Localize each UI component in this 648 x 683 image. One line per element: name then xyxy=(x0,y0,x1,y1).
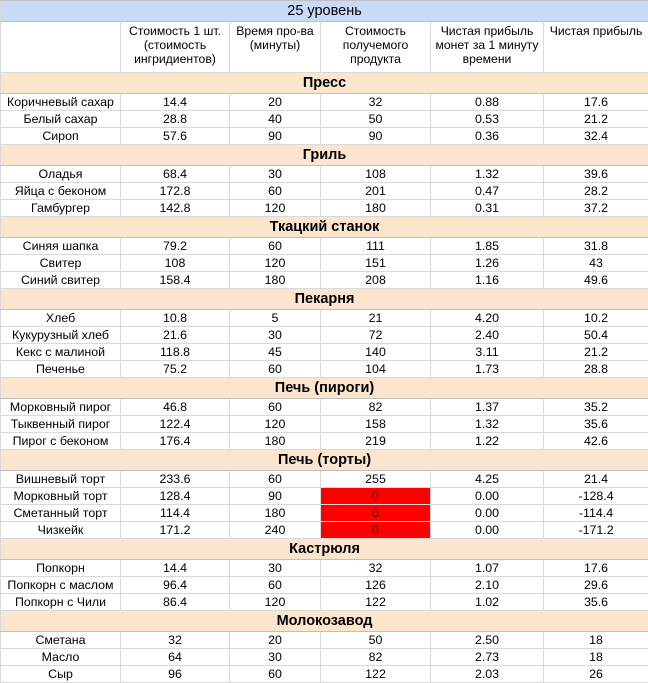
net-profit-cell[interactable]: 17.6 xyxy=(544,560,648,577)
product-cost-cell[interactable]: 50 xyxy=(321,111,431,128)
profit-per-minute-cell[interactable]: 0.47 xyxy=(431,183,544,200)
table-row xyxy=(1,399,648,416)
profit-per-minute-cell[interactable]: 1.32 xyxy=(431,166,544,183)
table-row xyxy=(1,505,648,522)
cost-cell[interactable]: 176.4 xyxy=(121,433,230,450)
net-profit-cell[interactable]: 32.4 xyxy=(544,128,648,145)
profit-per-minute-cell[interactable]: 2.40 xyxy=(431,327,544,344)
spreadsheet-body xyxy=(1,1,648,683)
section-header-row xyxy=(1,73,648,94)
header-time[interactable]: Время про-ва (минуты) xyxy=(230,22,321,73)
time-cell[interactable]: 120 xyxy=(230,255,321,272)
table-row xyxy=(1,94,648,111)
cost-cell[interactable]: 122.4 xyxy=(121,416,230,433)
item-name-cell[interactable]: Вишневый торт xyxy=(1,471,121,488)
profit-per-minute-cell[interactable]: 2.50 xyxy=(431,632,544,649)
net-profit-cell[interactable]: 49.6 xyxy=(544,272,648,289)
cost-cell[interactable]: 86.4 xyxy=(121,594,230,611)
net-profit-cell[interactable]: 21.2 xyxy=(544,111,648,128)
net-profit-cell[interactable]: -171.2 xyxy=(544,522,648,539)
product-cost-cell[interactable]: 32 xyxy=(321,94,431,111)
table-row xyxy=(1,111,648,128)
profit-per-minute-cell[interactable]: 1.26 xyxy=(431,255,544,272)
item-name-cell[interactable]: Свитер xyxy=(1,255,121,272)
item-name-cell[interactable]: Кекс с малиной xyxy=(1,344,121,361)
profit-per-minute-cell[interactable]: 4.20 xyxy=(431,310,544,327)
table-row xyxy=(1,327,648,344)
net-profit-cell[interactable]: 17.6 xyxy=(544,94,648,111)
item-name-cell[interactable]: Морковный торт xyxy=(1,488,121,505)
section-title[interactable]: Пресс xyxy=(1,73,648,94)
table-row xyxy=(1,166,648,183)
cost-cell[interactable]: 32 xyxy=(121,632,230,649)
net-profit-cell[interactable]: -114.4 xyxy=(544,505,648,522)
net-profit-cell[interactable]: -128.4 xyxy=(544,488,648,505)
item-name-cell[interactable]: Гамбургер xyxy=(1,200,121,217)
net-profit-cell[interactable]: 43 xyxy=(544,255,648,272)
section-title[interactable]: Пекарня xyxy=(1,289,648,310)
cost-cell[interactable]: 14.4 xyxy=(121,94,230,111)
product-cost-cell[interactable]: 122 xyxy=(321,594,431,611)
product-cost-cell[interactable]: 111 xyxy=(321,238,431,255)
item-name-cell[interactable]: Сыр xyxy=(1,666,121,683)
header-cost[interactable]: Стоимость 1 шт. (стоимость ингридиентов) xyxy=(121,22,230,73)
cost-cell[interactable]: 128.4 xyxy=(121,488,230,505)
section-header-row xyxy=(1,539,648,560)
product-cost-cell[interactable]: 21 xyxy=(321,310,431,327)
profit-per-minute-cell[interactable]: 0.31 xyxy=(431,200,544,217)
table-row xyxy=(1,128,648,145)
time-cell[interactable]: 90 xyxy=(230,488,321,505)
profit-per-minute-cell[interactable]: 1.16 xyxy=(431,272,544,289)
table-row xyxy=(1,632,648,649)
net-profit-cell[interactable]: 21.4 xyxy=(544,471,648,488)
time-cell[interactable]: 60 xyxy=(230,399,321,416)
time-cell[interactable]: 30 xyxy=(230,560,321,577)
item-name-cell[interactable]: Печенье xyxy=(1,361,121,378)
profit-per-minute-cell[interactable]: 1.32 xyxy=(431,416,544,433)
table-row xyxy=(1,183,648,200)
cost-cell[interactable]: 233.6 xyxy=(121,471,230,488)
table-row xyxy=(1,433,648,450)
cost-cell[interactable]: 142.8 xyxy=(121,200,230,217)
time-cell[interactable]: 180 xyxy=(230,505,321,522)
cost-cell[interactable]: 96 xyxy=(121,666,230,683)
table-row xyxy=(1,488,648,505)
product-cost-cell[interactable]: 72 xyxy=(321,327,431,344)
table-row xyxy=(1,361,648,378)
product-cost-cell[interactable]: 122 xyxy=(321,666,431,683)
net-profit-cell[interactable]: 26 xyxy=(544,666,648,683)
net-profit-cell[interactable]: 42.6 xyxy=(544,433,648,450)
item-name-cell[interactable]: Белый сахар xyxy=(1,111,121,128)
section-header-row xyxy=(1,289,648,310)
cost-cell[interactable]: 57.6 xyxy=(121,128,230,145)
table-row xyxy=(1,577,648,594)
profit-per-minute-cell[interactable]: 0.00 xyxy=(431,505,544,522)
product-cost-cell[interactable]: 82 xyxy=(321,649,431,666)
product-cost-cell[interactable]: 208 xyxy=(321,272,431,289)
time-cell[interactable]: 40 xyxy=(230,111,321,128)
section-title[interactable]: Ткацкий станок xyxy=(1,217,648,238)
profit-per-minute-cell[interactable]: 0.00 xyxy=(431,522,544,539)
table-row xyxy=(1,255,648,272)
table-row xyxy=(1,416,648,433)
profit-per-minute-cell[interactable]: 4.25 xyxy=(431,471,544,488)
cost-cell[interactable]: 64 xyxy=(121,649,230,666)
profit-per-minute-cell[interactable]: 1.22 xyxy=(431,433,544,450)
time-cell[interactable]: 120 xyxy=(230,416,321,433)
profit-per-minute-cell[interactable]: 0.36 xyxy=(431,128,544,145)
table-row xyxy=(1,200,648,217)
net-profit-cell[interactable]: 50.4 xyxy=(544,327,648,344)
time-cell[interactable]: 5 xyxy=(230,310,321,327)
time-cell[interactable]: 60 xyxy=(230,471,321,488)
product-cost-cell[interactable]: 0 xyxy=(321,505,431,522)
item-name-cell[interactable]: Сироп xyxy=(1,128,121,145)
product-cost-cell[interactable]: 108 xyxy=(321,166,431,183)
section-header-row xyxy=(1,450,648,471)
table-row xyxy=(1,649,648,666)
product-cost-cell[interactable]: 90 xyxy=(321,128,431,145)
profit-per-minute-cell[interactable]: 3.11 xyxy=(431,344,544,361)
item-name-cell[interactable]: Сметана xyxy=(1,632,121,649)
profit-per-minute-cell[interactable]: 0.00 xyxy=(431,488,544,505)
item-name-cell[interactable]: Кукурузный хлеб xyxy=(1,327,121,344)
header-row xyxy=(1,22,648,73)
profit-per-minute-cell[interactable]: 1.02 xyxy=(431,594,544,611)
product-cost-cell[interactable]: 158 xyxy=(321,416,431,433)
cost-cell[interactable]: 68.4 xyxy=(121,166,230,183)
product-cost-cell[interactable]: 32 xyxy=(321,560,431,577)
product-cost-cell[interactable]: 104 xyxy=(321,361,431,378)
time-cell[interactable]: 30 xyxy=(230,649,321,666)
net-profit-cell[interactable]: 28.2 xyxy=(544,183,648,200)
time-cell[interactable]: 30 xyxy=(230,166,321,183)
item-name-cell[interactable]: Чизкейк xyxy=(1,522,121,539)
header-product-cost[interactable]: Стоимость получемого продукта xyxy=(321,22,431,73)
cost-cell[interactable]: 28.8 xyxy=(121,111,230,128)
table-row xyxy=(1,594,648,611)
cost-cell[interactable]: 46.8 xyxy=(121,399,230,416)
section-header-row xyxy=(1,378,648,399)
time-cell[interactable]: 60 xyxy=(230,183,321,200)
product-cost-cell[interactable]: 255 xyxy=(321,471,431,488)
profit-per-minute-cell[interactable]: 1.73 xyxy=(431,361,544,378)
header-profit-per-minute[interactable]: Чистая прибыль монет за 1 минуту времени xyxy=(431,22,544,73)
item-name-cell[interactable]: Пирог с беконом xyxy=(1,433,121,450)
item-name-cell[interactable]: Морковный пирог xyxy=(1,399,121,416)
time-cell[interactable]: 180 xyxy=(230,433,321,450)
table-row xyxy=(1,344,648,361)
item-name-cell[interactable]: Сметанный торт xyxy=(1,505,121,522)
time-cell[interactable]: 60 xyxy=(230,577,321,594)
item-name-cell[interactable]: Хлеб xyxy=(1,310,121,327)
section-title[interactable]: Гриль xyxy=(1,145,648,166)
table-row xyxy=(1,238,648,255)
item-name-cell[interactable]: Попкорн с Чили xyxy=(1,594,121,611)
net-profit-cell[interactable]: 29.6 xyxy=(544,577,648,594)
profit-per-minute-cell[interactable]: 0.88 xyxy=(431,94,544,111)
time-cell[interactable]: 90 xyxy=(230,128,321,145)
net-profit-cell[interactable]: 18 xyxy=(544,649,648,666)
header-name-cell[interactable] xyxy=(1,22,121,73)
net-profit-cell[interactable]: 21.2 xyxy=(544,344,648,361)
item-name-cell[interactable]: Синяя шапка xyxy=(1,238,121,255)
table-row xyxy=(1,272,648,289)
product-cost-cell[interactable]: 0 xyxy=(321,488,431,505)
title-row xyxy=(1,1,648,22)
sheet-title[interactable]: 25 уровень xyxy=(1,1,648,22)
item-name-cell[interactable]: Оладья xyxy=(1,166,121,183)
header-net-profit[interactable]: Чистая прибыль xyxy=(544,22,648,73)
section-title[interactable]: Печь (торты) xyxy=(1,450,648,471)
cost-cell[interactable]: 75.2 xyxy=(121,361,230,378)
time-cell[interactable]: 60 xyxy=(230,238,321,255)
section-header-row xyxy=(1,611,648,632)
cost-cell[interactable]: 14.4 xyxy=(121,560,230,577)
time-cell[interactable]: 60 xyxy=(230,666,321,683)
table-row xyxy=(1,522,648,539)
item-name-cell[interactable]: Масло xyxy=(1,649,121,666)
item-name-cell[interactable]: Попкорн xyxy=(1,560,121,577)
section-title[interactable]: Печь (пироги) xyxy=(1,378,648,399)
product-cost-cell[interactable]: 140 xyxy=(321,344,431,361)
profit-per-minute-cell[interactable]: 2.03 xyxy=(431,666,544,683)
profit-per-minute-cell[interactable]: 0.53 xyxy=(431,111,544,128)
item-name-cell[interactable]: Синий свитер xyxy=(1,272,121,289)
profit-per-minute-cell[interactable]: 1.85 xyxy=(431,238,544,255)
section-header-row xyxy=(1,217,648,238)
cost-cell[interactable]: 118.8 xyxy=(121,344,230,361)
cost-cell[interactable]: 108 xyxy=(121,255,230,272)
cost-cell[interactable]: 171.2 xyxy=(121,522,230,539)
item-name-cell[interactable]: Коричневый сахар xyxy=(1,94,121,111)
cost-cell[interactable]: 96.4 xyxy=(121,577,230,594)
item-name-cell[interactable]: Тыквенный пирог xyxy=(1,416,121,433)
table-row xyxy=(1,471,648,488)
profit-per-minute-cell[interactable]: 2.73 xyxy=(431,649,544,666)
product-cost-cell[interactable]: 82 xyxy=(321,399,431,416)
net-profit-cell[interactable]: 35.6 xyxy=(544,594,648,611)
item-name-cell[interactable]: Яйца с беконом xyxy=(1,183,121,200)
net-profit-cell[interactable]: 18 xyxy=(544,632,648,649)
product-cost-cell[interactable]: 126 xyxy=(321,577,431,594)
section-title[interactable]: Молокозавод xyxy=(1,611,648,632)
profit-per-minute-cell[interactable]: 2.10 xyxy=(431,577,544,594)
cost-cell[interactable]: 114.4 xyxy=(121,505,230,522)
section-header-row xyxy=(1,145,648,166)
time-cell[interactable]: 45 xyxy=(230,344,321,361)
cost-cell[interactable]: 10.8 xyxy=(121,310,230,327)
product-cost-cell[interactable]: 219 xyxy=(321,433,431,450)
product-cost-cell[interactable]: 0 xyxy=(321,522,431,539)
time-cell[interactable]: 60 xyxy=(230,361,321,378)
time-cell[interactable]: 20 xyxy=(230,632,321,649)
time-cell[interactable]: 180 xyxy=(230,272,321,289)
net-profit-cell[interactable]: 28.8 xyxy=(544,361,648,378)
section-title[interactable]: Кастрюля xyxy=(1,539,648,560)
net-profit-cell[interactable]: 35.6 xyxy=(544,416,648,433)
time-cell[interactable]: 30 xyxy=(230,327,321,344)
cost-cell[interactable]: 172.8 xyxy=(121,183,230,200)
time-cell[interactable]: 120 xyxy=(230,594,321,611)
profit-per-minute-cell[interactable]: 1.37 xyxy=(431,399,544,416)
product-cost-cell[interactable]: 180 xyxy=(321,200,431,217)
cost-cell[interactable]: 21.6 xyxy=(121,327,230,344)
net-profit-cell[interactable]: 31.8 xyxy=(544,238,648,255)
product-cost-cell[interactable]: 151 xyxy=(321,255,431,272)
product-cost-cell[interactable]: 201 xyxy=(321,183,431,200)
table-row xyxy=(1,310,648,327)
cost-cell[interactable]: 158.4 xyxy=(121,272,230,289)
time-cell[interactable]: 120 xyxy=(230,200,321,217)
net-profit-cell[interactable]: 35.2 xyxy=(544,399,648,416)
net-profit-cell[interactable]: 39.6 xyxy=(544,166,648,183)
net-profit-cell[interactable]: 37.2 xyxy=(544,200,648,217)
table-row xyxy=(1,666,648,683)
net-profit-cell[interactable]: 10.2 xyxy=(544,310,648,327)
table-row xyxy=(1,560,648,577)
item-name-cell[interactable]: Попкорн с маслом xyxy=(1,577,121,594)
product-cost-cell[interactable]: 50 xyxy=(321,632,431,649)
cost-cell[interactable]: 79.2 xyxy=(121,238,230,255)
profit-per-minute-cell[interactable]: 1.07 xyxy=(431,560,544,577)
time-cell[interactable]: 20 xyxy=(230,94,321,111)
time-cell[interactable]: 240 xyxy=(230,522,321,539)
